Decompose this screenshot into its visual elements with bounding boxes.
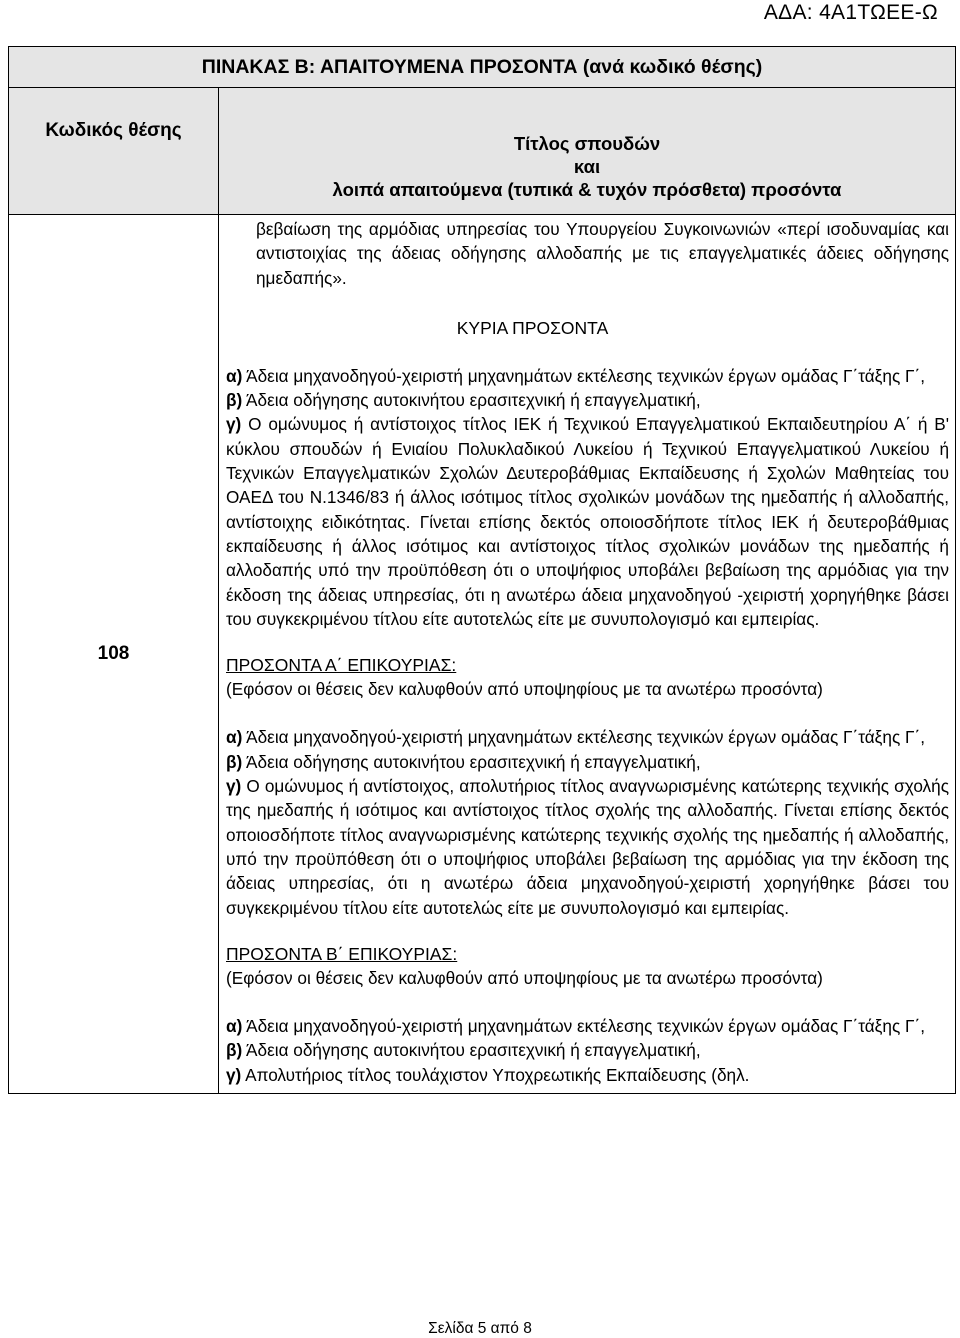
table-row [9, 215, 955, 1093]
aux-b-note: (Εφόσον οι θέσεις δεν καλυφθούν από υποψηφίους με τα ανωτέρω προσόντα) [226, 967, 823, 988]
header-title [219, 88, 955, 214]
header-title-line2: και [573, 156, 601, 177]
table-title: ΠΙΝΑΚΑΣ Β: ΑΠΑΙΤΟΥΜΕΝΑ ΠΡΟΣΟΝΤΑ (ανά κωδικό θέσης) [9, 47, 955, 88]
aux-b-item-c: γ) Απολυτήριος τίτλος τουλάχιστον Υποχρεωτικής Εκπαίδευσης (δηλ. [226, 1064, 750, 1085]
aux-b-heading: ΠΡΟΣΟΝΤΑ Β΄ ΕΠΙΚΟΥΡΙΑΣ: [226, 943, 458, 964]
aux-b-item-b: β) Άδεια οδήγησης αυτοκινήτου ερασιτεχνική ή επαγγελματική, [226, 1040, 701, 1061]
main-item-a: α) Άδεια μηχανοδηγού-χειριστή μηχανημάτων εκτέλεσης τεχνικών έργων ομάδας Γ΄τάξης Γ΄, [226, 365, 925, 386]
table-header-row [9, 88, 955, 215]
main-item-c: γ) Ο ομώνυμος ή αντίστοιχος τίτλος ΙΕΚ ή Τεχνικού Επαγγελματικού Εκπαιδευτηρίου Α΄ ή Β' κύκλου σπουδών ή Ενιαίου Πολυκλαδικού Λυκείου ή Τεχνικού Επαγγελματικού Λυκείου ή Τεχνικών Επαγγελματικών Σχολών Δευτεροβάθμιας Εκπαίδευσης ή Σχολών Μαθητείας του ΟΑΕΔ του Ν.1346/83 ή άλλος ισότιμος τίτλος σχολικών μονάδων της ημεδαπής ή αλλοδαπής, αντίστοιχης ειδικότητας. Γίνεται επίσης δεκτός οποιοσδήποτε τίτλος ΙΕΚ ή δευτεροβάθμιας εκπαίδευσης ή άλλος ισότιμος και αντίστοιχος τίτλος σχολικών μονάδων της ημεδαπής ή αλλοδαπής υπό την προϋπόθεση ότι ο υποψήφιος υποβάλει βεβαίωση της αρμόδιας για την έκδοση της άδειας υπηρεσίας, ότι η ανωτέρω άδεια μηχανοδηγού -χειριστή χορηγήθηκε βάσει του συγκεκριμένου τίτλου είτε αυτοτελώς είτε με συνυπολογισμό και εμπειρίας. [226, 414, 949, 629]
main-heading: ΚΥΡΙΑ ΠΡΟΣΟΝΤΑ [456, 317, 609, 338]
aux-a-note: (Εφόσον οι θέσεις δεν καλυφθούν από υποψηφίους με τα ανωτέρω προσόντα) [226, 679, 823, 700]
header-title-line3: λοιπά απαιτούμενα (τυπικά & τυχόν πρόσθετα) προσόντα [332, 179, 842, 200]
aux-a-item-c: γ) Ο ομώνυμος ή αντίστοιχος, απολυτήριος τίτλος αναγνωρισμένης κατώτερης τεχνικής σχολής της ημεδαπής ή ισότιμος και αντίστοιχος τίτλος σχολής της αλλοδαπής. Γίνεται επίσης δεκτός οποιοσδήποτε τίτλος αναγνωρισμένης κατώτερης τεχνικής σχολής της ημεδαπής ή αλλοδαπής, υπό την προϋπόθεση ότι ο υποψήφιος υποβάλει βεβαίωση της αρμόδιας για την έκδοση της άδειας υπηρεσίας, ότι η ανωτέρω άδεια μηχανοδηγού-χειριστή χορηγήθηκε βάσει του συγκεκριμένου τίτλου είτε αυτοτελώς είτε με συνυπολογισμό και εμπειρίας. [226, 776, 949, 918]
aux-a-heading: ΠΡΟΣΟΝΤΑ Α΄ ΕΠΙΚΟΥΡΙΑΣ: [226, 655, 457, 676]
position-code: 108 [9, 215, 219, 1093]
page-number: Σελίδα 5 από 8 [428, 1320, 532, 1337]
continuation-text: βεβαίωση της αρμόδιας υπηρεσίας του Υπουργείου Συγκοινωνιών «περί ισοδυναμίας και αντιστοιχίας της άδειας οδήγησης αλλοδαπής με τις επαγγελματικές άδειες οδήγησης ημεδαπής». [256, 219, 949, 288]
aux-b-item-a: α) Άδεια μηχανοδηγού-χειριστή μηχανημάτων εκτέλεσης τεχνικών έργων ομάδας Γ΄τάξης Γ΄, [226, 1016, 925, 1037]
requirements-cell [219, 215, 955, 1093]
requirements-table [8, 46, 956, 1094]
ada-code: ΑΔΑ: 4Α1ΤΩΕΕ-Ω [763, 1, 938, 24]
aux-a-item-b: β) Άδεια οδήγησης αυτοκινήτου ερασιτεχνική ή επαγγελματική, [226, 751, 701, 772]
main-item-b: β) Άδεια οδήγησης αυτοκινήτου ερασιτεχνική ή επαγγελματική, [226, 390, 701, 411]
aux-a-item-a: α) Άδεια μηχανοδηγού-χειριστή μηχανημάτων εκτέλεσης τεχνικών έργων ομάδας Γ΄τάξης Γ΄, [226, 727, 925, 748]
header-title-line1: Τίτλος σπουδών [513, 133, 661, 154]
header-code: Κωδικός θέσης [9, 88, 219, 214]
